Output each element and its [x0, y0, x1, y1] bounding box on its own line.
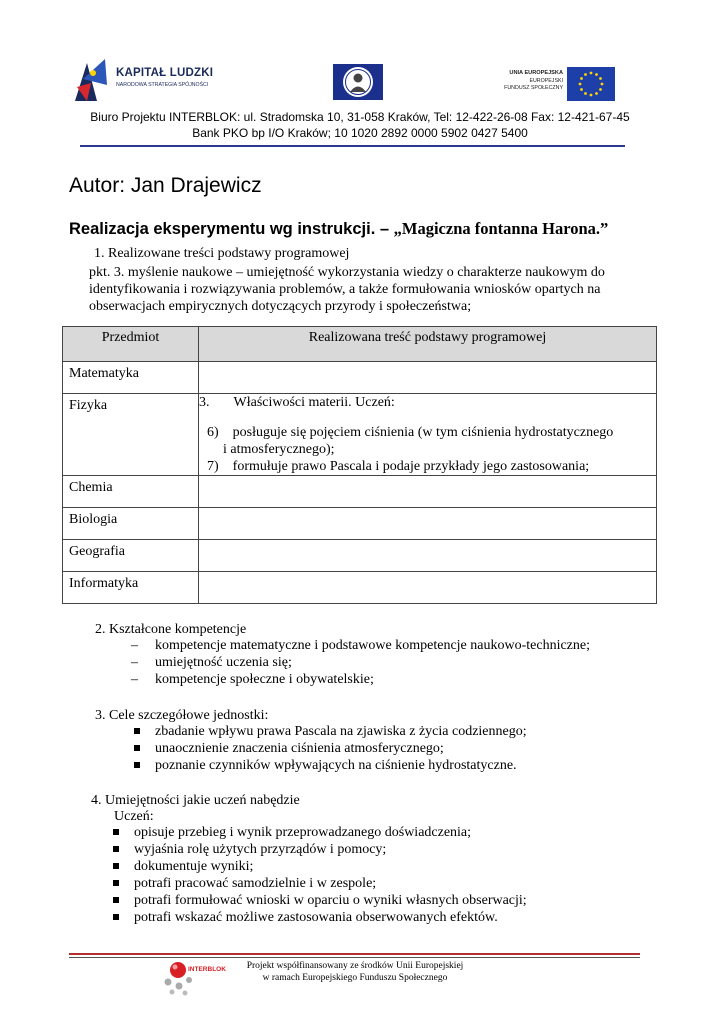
content-cell — [199, 476, 657, 508]
kapital-ludzki-title: KAPITAŁ LUDZKI — [116, 67, 214, 79]
list-item: unaocznienie znaczenia ciśnienia atmosferycznego; — [131, 740, 527, 757]
eu-line3: FUNDUSZ SPOŁECZNY — [504, 85, 563, 91]
eu-line1: UNIA EUROPEJSKA — [509, 70, 563, 76]
curriculum-table — [62, 326, 657, 604]
bank-account: Bank PKO bp I/O Kraków; 10 1020 2892 0000 5902 0427 5400 — [192, 126, 528, 140]
list-item: wyjaśnia rolę użytych przyrządów i pomocy; — [110, 841, 527, 858]
section1-heading: 1. Realizowane treści podstawy programowej — [94, 246, 350, 261]
title-prefix: Realizacja eksperymentu wg instrukcji. – — [69, 220, 394, 238]
competences-list — [131, 637, 590, 688]
header-divider — [80, 145, 625, 147]
document-title — [69, 219, 608, 239]
footer-line2: w ramach Europejskiego Funduszu Społecznego — [262, 973, 448, 983]
physics-item-number: 6) — [207, 425, 219, 440]
physics-item-continuation: i atmosferycznego); — [223, 442, 335, 457]
eu-esf-logo — [495, 67, 615, 101]
content-cell — [199, 508, 657, 540]
content-cell — [199, 540, 657, 572]
column-header-subject: Przedmiot — [63, 327, 199, 362]
portrait-medallion-icon — [333, 64, 383, 100]
table-header-row — [63, 327, 657, 362]
skills-list — [110, 824, 527, 926]
footer-divider — [69, 957, 640, 958]
section3-heading: 3. Cele szczegółowe jednostki: — [95, 708, 269, 723]
section1-line: identyfikowania i rozwiązywania problemów, a także formułowania wniosków opartych na — [89, 282, 601, 297]
footer-divider — [69, 953, 640, 955]
list-item: potrafi pracować samodzielnie i w zespole; — [110, 875, 527, 892]
interblok-logo — [158, 958, 228, 998]
content-cell — [199, 362, 657, 394]
list-item: – kompetencje społeczne i obywatelskie; — [131, 671, 590, 688]
objectives-list — [131, 723, 527, 774]
list-item: zbadanie wpływu prawa Pascala na zjawiska z życia codziennego; — [131, 723, 527, 740]
subject-cell: Informatyka — [63, 572, 199, 604]
physics-content-cell — [199, 394, 657, 476]
svg-text:INTERBLOK: INTERBLOK — [188, 966, 226, 973]
physics-item-text: posługuje się pojęciem ciśnienia (w tym ciśnienia hydrostatycznego — [232, 425, 614, 440]
table-row — [63, 540, 657, 572]
physics-item-number: 7) — [207, 459, 219, 474]
column-header-content: Realizowana treść podstawy programowej — [199, 327, 657, 362]
section4-subheading: Uczeń: — [114, 809, 154, 824]
list-item: poznanie czynników wpływających na ciśnienie hydrostatyczne. — [131, 757, 527, 774]
list-item: potrafi wskazać możliwe zastosowania obserwowanych efektów. — [110, 909, 527, 926]
project-office-address: Biuro Projektu INTERBLOK: ul. Stradomska 10, 31-058 Kraków, Tel: 12-422-26-08 Fax: 12-421-67-45 — [90, 110, 630, 124]
list-item: – kompetencje matematyczne i podstawowe kompetencje naukowo-techniczne; — [131, 637, 590, 654]
title-quote: „Magiczna fontanna Harona.” — [393, 219, 609, 238]
table-row — [63, 476, 657, 508]
list-item: dokumentuje wyniki; — [110, 858, 527, 875]
section1-line: obserwacjach empirycznych dotyczących przyrody i społeczeństwa; — [89, 299, 472, 314]
table-row — [63, 508, 657, 540]
eu-flag-icon — [567, 67, 615, 101]
table-row — [63, 394, 657, 476]
table-row — [63, 572, 657, 604]
subject-cell: Fizyka — [63, 394, 199, 476]
section2-heading: 2. Kształcone kompetencje — [95, 622, 247, 637]
list-item: potrafi formułować wnioski w oparciu o wyniki własnych obserwacji; — [110, 892, 527, 909]
physics-item-text: formułuje prawo Pascala i podaje przykłady jego zastosowania; — [232, 459, 590, 474]
content-cell — [199, 572, 657, 604]
subject-cell: Biologia — [63, 508, 199, 540]
subject-cell: Chemia — [63, 476, 199, 508]
subject-cell: Matematyka — [63, 362, 199, 394]
kapital-ludzki-subtitle: NARODOWA STRATEGIA SPÓJNOŚCI — [116, 82, 209, 88]
subject-cell: Geografia — [63, 540, 199, 572]
author-line: Autor: Jan Drajewicz — [69, 174, 262, 197]
section1-line: pkt. 3. myślenie naukowe – umiejętność wykorzystania wiedzy o charakterze naukowym do — [89, 265, 605, 280]
interblok-emblem-icon — [158, 958, 228, 998]
list-item: – umiejętność uczenia się; — [131, 654, 590, 671]
footer-cofinancing-note — [230, 960, 480, 984]
table-row — [63, 362, 657, 394]
physics-section-number: 3. — [199, 395, 210, 410]
kapital-ludzki-logo — [73, 57, 233, 103]
physics-section-heading: Właściwości materii. Uczeń: — [233, 395, 395, 410]
eu-line2: EUROPEJSKI — [529, 77, 563, 84]
kapital-ludzki-emblem-icon — [73, 57, 109, 103]
list-item: opisuje przebieg i wynik przeprowadzanego doświadczenia; — [110, 824, 527, 841]
section4-heading: 4. Umiejętności jakie uczeń nabędzie — [91, 793, 300, 808]
portrait-emblem-logo — [333, 64, 383, 100]
footer-line1: Projekt współfinansowany ze środków Unii Europejskiej — [246, 961, 464, 971]
